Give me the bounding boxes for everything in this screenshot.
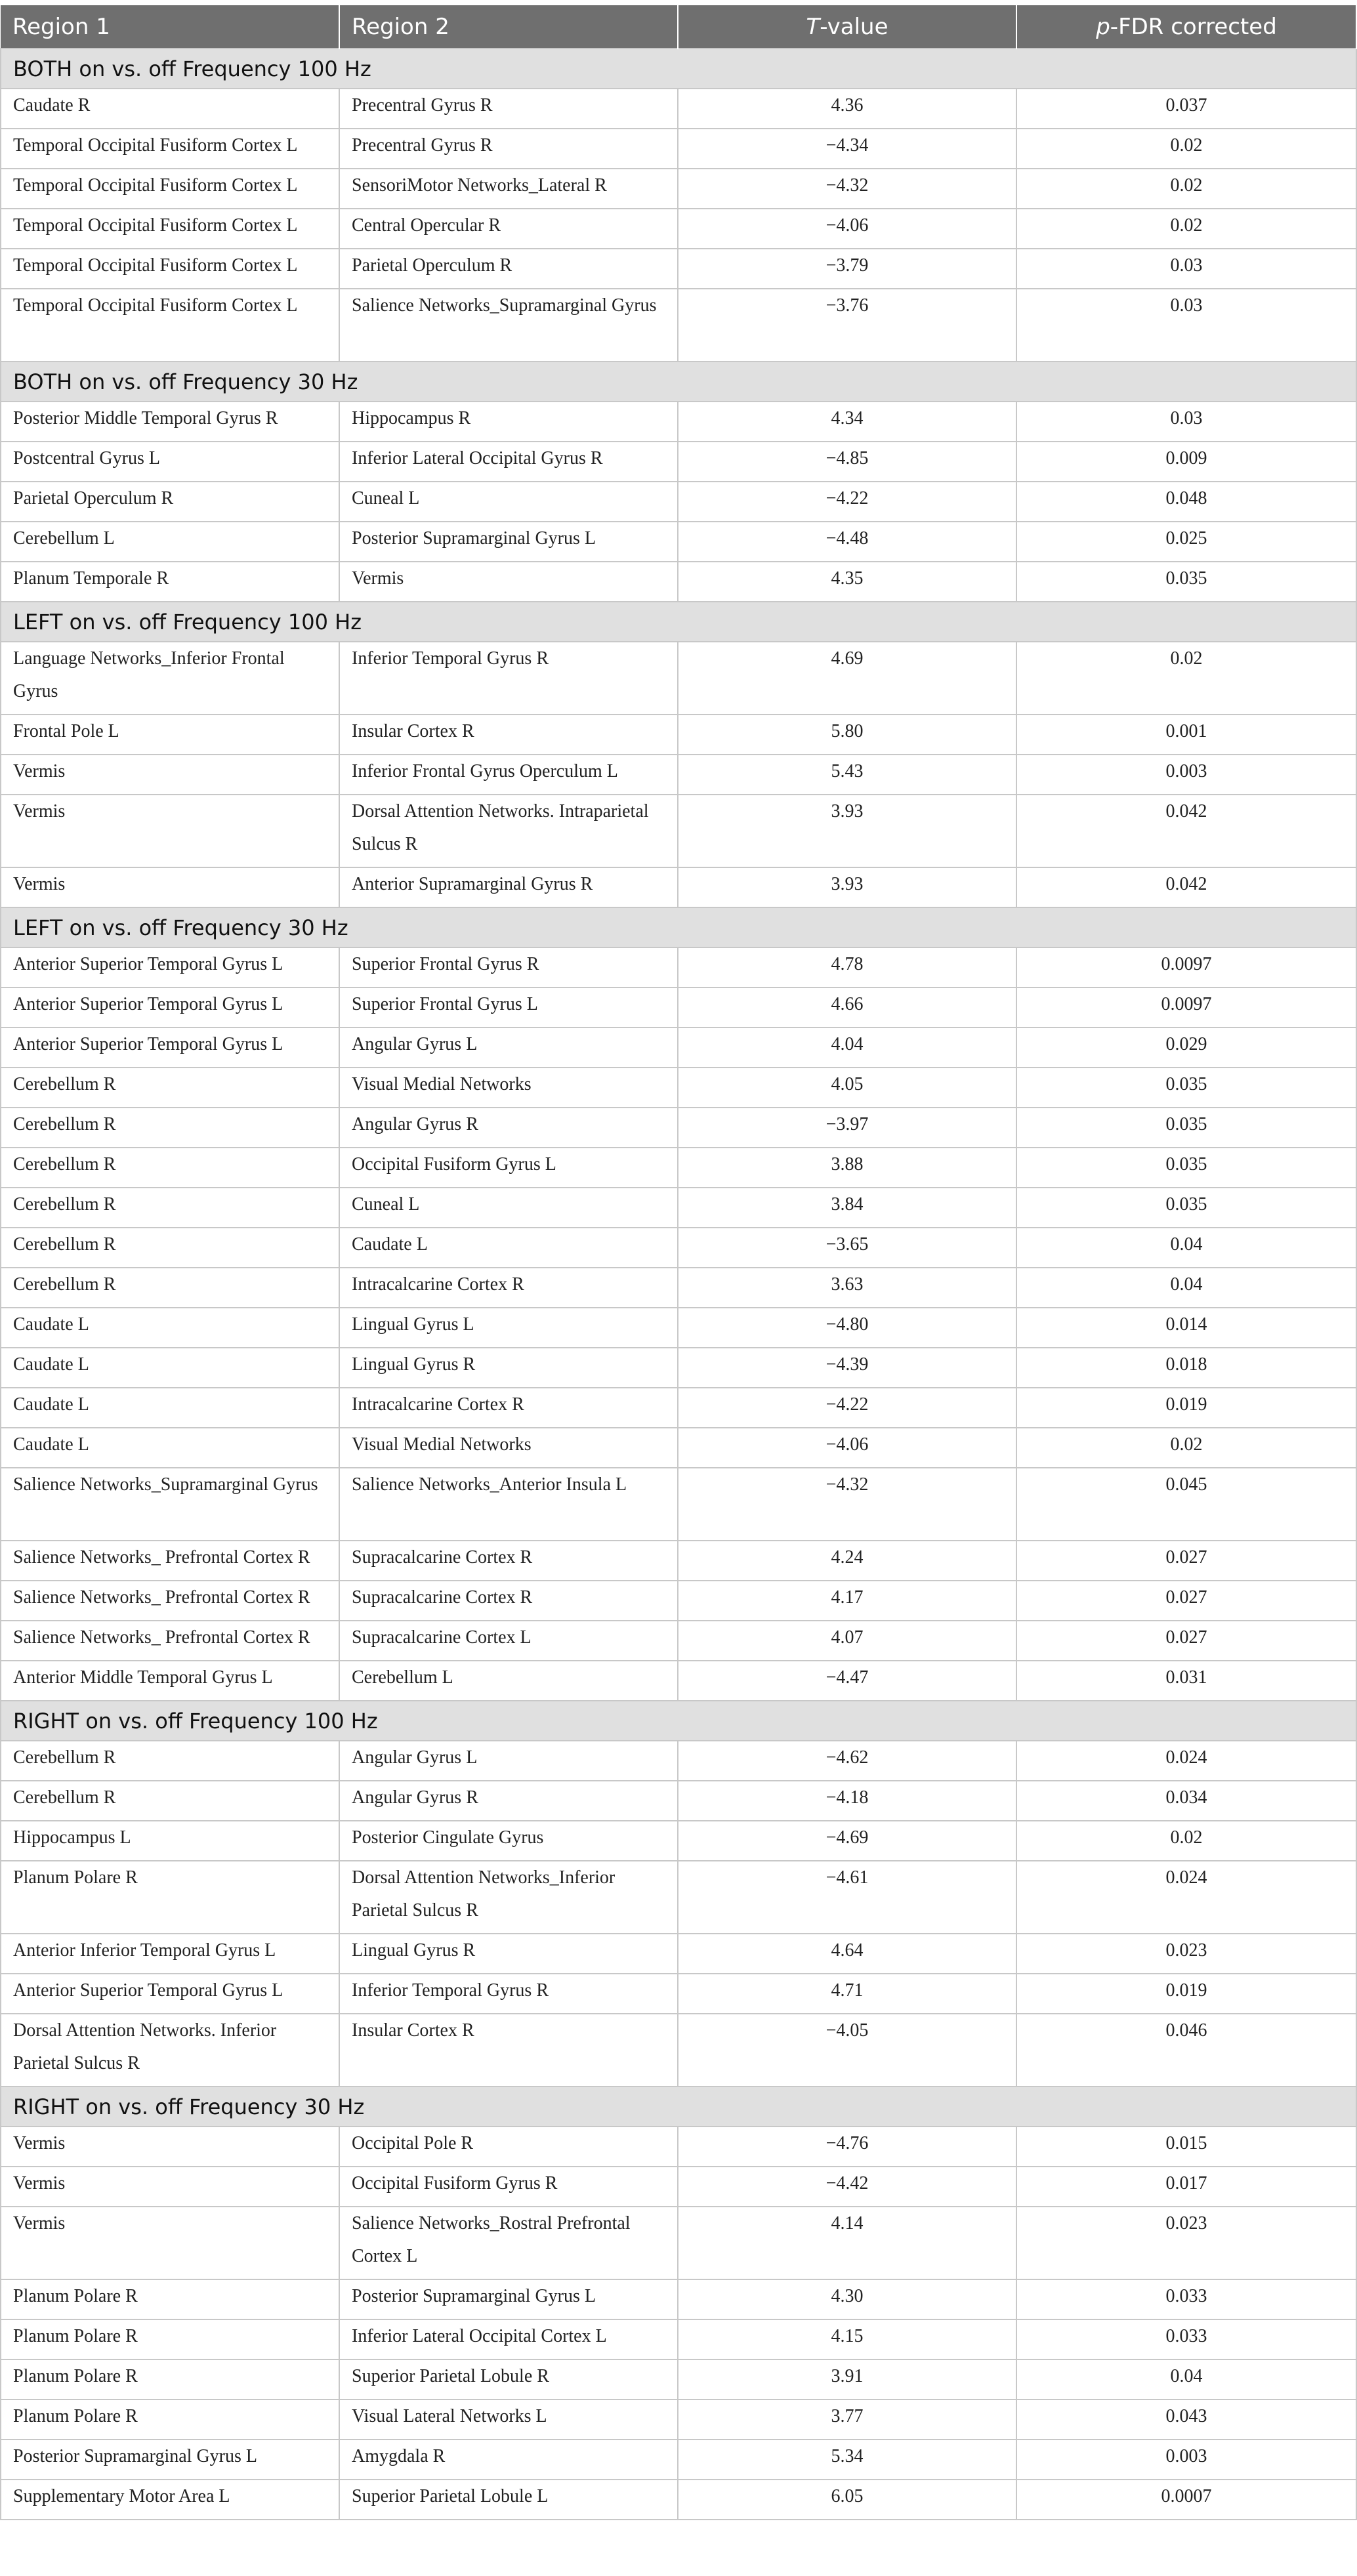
cell-p-fdr: 0.018 [1016,1348,1356,1388]
table-row [1,867,1356,907]
table-row [1,402,1356,442]
header-region-1: Region 1 [1,5,339,49]
section-row [1,907,1356,947]
cell-p-fdr: 0.033 [1016,2279,1356,2319]
cell-p-fdr: 0.046 [1016,2014,1356,2087]
cell-region-1: Cerebellum R [1,1068,339,1108]
cell-region-2: Superior Frontal Gyrus R [339,947,678,987]
cell-region-2: Superior Parietal Lobule R [339,2359,678,2399]
table-row [1,987,1356,1028]
cell-region-1: Temporal Occipital Fusiform Cortex L [1,129,339,169]
cell-region-1: Anterior Superior Temporal Gyrus L [1,1028,339,1068]
cell-t-value: 4.07 [678,1621,1016,1661]
cell-region-1: Cerebellum R [1,1741,339,1781]
cell-p-fdr: 0.035 [1016,1148,1356,1188]
cell-t-value: 5.43 [678,755,1016,795]
cell-t-value: −3.65 [678,1228,1016,1268]
cell-region-2: Cerebellum L [339,1661,678,1701]
cell-region-2: Visual Medial Networks [339,1068,678,1108]
cell-region-2: Inferior Frontal Gyrus Operculum L [339,755,678,795]
cell-region-1: Anterior Superior Temporal Gyrus L [1,947,339,987]
cell-p-fdr: 0.04 [1016,2359,1356,2399]
cell-region-1: Cerebellum R [1,1268,339,1308]
cell-t-value: 3.77 [678,2399,1016,2440]
cell-t-value: 3.91 [678,2359,1016,2399]
cell-region-2: Supracalcarine Cortex R [339,1581,678,1621]
table-row [1,1268,1356,1308]
cell-p-fdr: 0.017 [1016,2167,1356,2207]
cell-region-1: Cerebellum R [1,1108,339,1148]
cell-t-value: 4.71 [678,1974,1016,2014]
cell-t-value: −4.61 [678,1861,1016,1934]
cell-t-value: 4.35 [678,562,1016,602]
table-row [1,1974,1356,2014]
cell-region-1: Cerebellum R [1,1781,339,1821]
table-row [1,2480,1356,2520]
cell-region-2: Inferior Lateral Occipital Cortex L [339,2319,678,2359]
cell-region-1: Planum Polare R [1,2319,339,2359]
cell-p-fdr: 0.02 [1016,1821,1356,1861]
cell-region-2: Intracalcarine Cortex R [339,1388,678,1428]
cell-region-2: Superior Frontal Gyrus L [339,987,678,1028]
cell-t-value: 4.69 [678,642,1016,715]
cell-t-value: −4.05 [678,2014,1016,2087]
cell-region-1: Temporal Occipital Fusiform Cortex L [1,249,339,289]
cell-region-1: Caudate L [1,1308,339,1348]
cell-region-2: Inferior Temporal Gyrus R [339,642,678,715]
table-header [1,5,1356,49]
cell-t-value: 4.24 [678,1541,1016,1581]
table-row [1,1348,1356,1388]
cell-region-1: Planum Polare R [1,2399,339,2440]
cell-t-value: 3.93 [678,795,1016,867]
cell-t-value: −4.06 [678,209,1016,249]
cell-t-value: −4.47 [678,1661,1016,1701]
section-title: BOTH on vs. off Frequency 100 Hz [1,49,1356,89]
cell-p-fdr: 0.009 [1016,442,1356,482]
cell-p-fdr: 0.023 [1016,1934,1356,1974]
cell-region-1: Salience Networks_ Prefrontal Cortex R [1,1541,339,1581]
cell-t-value: −4.85 [678,442,1016,482]
cell-p-fdr: 0.003 [1016,755,1356,795]
cell-p-fdr: 0.024 [1016,1741,1356,1781]
cell-p-fdr: 0.0007 [1016,2480,1356,2520]
section-row [1,49,1356,89]
cell-t-value: −4.48 [678,522,1016,562]
cell-region-1: Posterior Supramarginal Gyrus L [1,2440,339,2480]
table-row [1,1661,1356,1701]
cell-region-1: Caudate L [1,1428,339,1468]
cell-p-fdr: 0.035 [1016,1188,1356,1228]
cell-p-fdr: 0.0097 [1016,947,1356,987]
cell-t-value: −4.76 [678,2127,1016,2167]
cell-t-value: 4.05 [678,1068,1016,1108]
cell-p-fdr: 0.019 [1016,1974,1356,2014]
cell-p-fdr: 0.02 [1016,642,1356,715]
cell-p-fdr: 0.003 [1016,2440,1356,2480]
cell-t-value: 4.04 [678,1028,1016,1068]
cell-region-1: Salience Networks_Supramarginal Gyrus [1,1468,339,1541]
cell-region-1: Hippocampus L [1,1821,339,1861]
cell-region-1: Vermis [1,2167,339,2207]
cell-region-2: Intracalcarine Cortex R [339,1268,678,1308]
cell-region-1: Vermis [1,2127,339,2167]
cell-region-1: Anterior Superior Temporal Gyrus L [1,987,339,1028]
cell-p-fdr: 0.015 [1016,2127,1356,2167]
cell-t-value: 4.30 [678,2279,1016,2319]
cell-region-1: Temporal Occipital Fusiform Cortex L [1,169,339,209]
table-row [1,642,1356,715]
table-row [1,1468,1356,1541]
cell-region-1: Planum Polare R [1,2279,339,2319]
cell-t-value: −4.42 [678,2167,1016,2207]
cell-region-2: Salience Networks_Supramarginal Gyrus [339,289,678,362]
cell-p-fdr: 0.037 [1016,89,1356,129]
cell-region-1: Planum Polare R [1,2359,339,2399]
cell-region-1: Postcentral Gyrus L [1,442,339,482]
cell-region-2: Caudate L [339,1228,678,1268]
cell-region-1: Caudate L [1,1348,339,1388]
cell-p-fdr: 0.035 [1016,562,1356,602]
table-row [1,249,1356,289]
cell-region-1: Cerebellum R [1,1228,339,1268]
header-p-fdr: p-FDR corrected [1016,5,1356,49]
cell-t-value: 4.14 [678,2207,1016,2279]
cell-region-2: Parietal Operculum R [339,249,678,289]
table-row [1,1028,1356,1068]
cell-t-value: 5.80 [678,715,1016,755]
section-row [1,1701,1356,1741]
cell-t-value: −4.80 [678,1308,1016,1348]
cell-t-value: −4.22 [678,1388,1016,1428]
cell-p-fdr: 0.027 [1016,1581,1356,1621]
cell-region-1: Supplementary Motor Area L [1,2480,339,2520]
cell-region-1: Caudate R [1,89,339,129]
cell-t-value: 4.34 [678,402,1016,442]
cell-p-fdr: 0.019 [1016,1388,1356,1428]
cell-region-2: Supracalcarine Cortex L [339,1621,678,1661]
cell-region-2: Insular Cortex R [339,2014,678,2087]
cell-t-value: −4.62 [678,1741,1016,1781]
cell-region-1: Frontal Pole L [1,715,339,755]
cell-region-1: Planum Polare R [1,1861,339,1934]
cell-region-1: Cerebellum R [1,1148,339,1188]
cell-p-fdr: 0.029 [1016,1028,1356,1068]
table-row [1,2359,1356,2399]
cell-region-1: Vermis [1,755,339,795]
table-row [1,2014,1356,2087]
table-row [1,1541,1356,1581]
table-row [1,562,1356,602]
cell-p-fdr: 0.027 [1016,1541,1356,1581]
cell-region-1: Salience Networks_ Prefrontal Cortex R [1,1621,339,1661]
cell-region-2: Lingual Gyrus L [339,1308,678,1348]
table-row [1,2319,1356,2359]
cell-p-fdr: 0.02 [1016,1428,1356,1468]
table-row [1,1934,1356,1974]
cell-region-2: Dorsal Attention Networks_Inferior Parietal Sulcus R [339,1861,678,1934]
cell-region-2: Lingual Gyrus R [339,1934,678,1974]
cell-region-1: Temporal Occipital Fusiform Cortex L [1,289,339,362]
cell-region-1: Cerebellum L [1,522,339,562]
cell-p-fdr: 0.027 [1016,1621,1356,1661]
cell-region-1: Vermis [1,2207,339,2279]
table-row [1,2279,1356,2319]
header-row [1,5,1356,49]
cell-p-fdr: 0.02 [1016,129,1356,169]
cell-region-2: Cuneal L [339,1188,678,1228]
table-row [1,1068,1356,1108]
table-row [1,1621,1356,1661]
table-row [1,482,1356,522]
cell-region-2: Angular Gyrus L [339,1028,678,1068]
cell-region-1: Anterior Superior Temporal Gyrus L [1,1974,339,2014]
cell-region-2: Anterior Supramarginal Gyrus R [339,867,678,907]
cell-p-fdr: 0.024 [1016,1861,1356,1934]
cell-p-fdr: 0.02 [1016,169,1356,209]
section-title: BOTH on vs. off Frequency 30 Hz [1,362,1356,402]
table-row [1,522,1356,562]
cell-p-fdr: 0.04 [1016,1268,1356,1308]
cell-region-2: Angular Gyrus L [339,1741,678,1781]
section-title: LEFT on vs. off Frequency 100 Hz [1,602,1356,642]
cell-t-value: 4.36 [678,89,1016,129]
table-row [1,755,1356,795]
cell-t-value: −3.76 [678,289,1016,362]
cell-t-value: 4.15 [678,2319,1016,2359]
cell-region-2: Vermis [339,562,678,602]
cell-region-2: Precentral Gyrus R [339,129,678,169]
table-row [1,2207,1356,2279]
cell-t-value: 3.93 [678,867,1016,907]
cell-region-2: Inferior Lateral Occipital Gyrus R [339,442,678,482]
table-row [1,2167,1356,2207]
table-row [1,169,1356,209]
table-row [1,795,1356,867]
table-row [1,1308,1356,1348]
cell-t-value: −3.79 [678,249,1016,289]
cell-p-fdr: 0.02 [1016,209,1356,249]
cell-region-2: Dorsal Attention Networks. Intraparietal Sulcus R [339,795,678,867]
header-region-2: Region 2 [339,5,678,49]
cell-t-value: 4.66 [678,987,1016,1028]
section-title: RIGHT on vs. off Frequency 100 Hz [1,1701,1356,1741]
cell-t-value: 3.63 [678,1268,1016,1308]
cell-p-fdr: 0.042 [1016,795,1356,867]
section-row [1,602,1356,642]
table-row [1,1861,1356,1934]
cell-t-value: 4.17 [678,1581,1016,1621]
cell-region-2: Insular Cortex R [339,715,678,755]
cell-region-1: Vermis [1,795,339,867]
cell-region-1: Planum Temporale R [1,562,339,602]
cell-region-2: Salience Networks_Anterior Insula L [339,1468,678,1541]
table-row [1,947,1356,987]
cell-region-2: Hippocampus R [339,402,678,442]
cell-t-value: −4.18 [678,1781,1016,1821]
cell-t-value: −4.69 [678,1821,1016,1861]
cell-t-value: −4.32 [678,1468,1016,1541]
cell-p-fdr: 0.014 [1016,1308,1356,1348]
cell-p-fdr: 0.001 [1016,715,1356,755]
cell-t-value: 3.84 [678,1188,1016,1228]
section-title: RIGHT on vs. off Frequency 30 Hz [1,2087,1356,2127]
cell-p-fdr: 0.042 [1016,867,1356,907]
cell-region-2: Visual Medial Networks [339,1428,678,1468]
table-row [1,1821,1356,1861]
table-row [1,1428,1356,1468]
cell-region-2: Angular Gyrus R [339,1781,678,1821]
cell-p-fdr: 0.03 [1016,402,1356,442]
table-row [1,2399,1356,2440]
cell-region-2: Precentral Gyrus R [339,89,678,129]
table-row [1,1228,1356,1268]
cell-region-2: Occipital Fusiform Gyrus L [339,1148,678,1188]
table-row [1,2127,1356,2167]
cell-t-value: 4.64 [678,1934,1016,1974]
cell-p-fdr: 0.034 [1016,1781,1356,1821]
cell-region-2: SensoriMotor Networks_Lateral R [339,169,678,209]
cell-region-2: Angular Gyrus R [339,1108,678,1148]
cell-p-fdr: 0.0097 [1016,987,1356,1028]
cell-t-value: 6.05 [678,2480,1016,2520]
section-row [1,362,1356,402]
cell-p-fdr: 0.03 [1016,289,1356,362]
cell-t-value: −4.22 [678,482,1016,522]
table-row [1,442,1356,482]
table-row [1,1741,1356,1781]
cell-region-2: Supracalcarine Cortex R [339,1541,678,1581]
cell-p-fdr: 0.035 [1016,1108,1356,1148]
section-title: LEFT on vs. off Frequency 30 Hz [1,907,1356,947]
table-row [1,289,1356,362]
cell-region-2: Occipital Fusiform Gyrus R [339,2167,678,2207]
cell-t-value: −4.32 [678,169,1016,209]
cell-t-value: −3.97 [678,1108,1016,1148]
cell-region-2: Occipital Pole R [339,2127,678,2167]
table-row [1,715,1356,755]
cell-p-fdr: 0.035 [1016,1068,1356,1108]
cell-region-2: Posterior Supramarginal Gyrus L [339,2279,678,2319]
cell-region-1: Temporal Occipital Fusiform Cortex L [1,209,339,249]
table-row [1,1188,1356,1228]
cell-region-1: Anterior Inferior Temporal Gyrus L [1,1934,339,1974]
header-p-italic: p [1096,13,1110,40]
cell-region-2: Lingual Gyrus R [339,1348,678,1388]
cell-region-2: Visual Lateral Networks L [339,2399,678,2440]
table-body [1,49,1356,2520]
cell-t-value: −4.06 [678,1428,1016,1468]
header-t-italic: T [806,13,820,40]
cell-t-value: 5.34 [678,2440,1016,2480]
table-row [1,89,1356,129]
cell-region-1: Language Networks_Inferior Frontal Gyrus [1,642,339,715]
table-row [1,209,1356,249]
cell-region-2: Salience Networks_Rostral Prefrontal Cortex L [339,2207,678,2279]
cell-region-2: Posterior Supramarginal Gyrus L [339,522,678,562]
cell-p-fdr: 0.048 [1016,482,1356,522]
table-row [1,1148,1356,1188]
table-row [1,129,1356,169]
table-row [1,2440,1356,2480]
cell-region-2: Cuneal L [339,482,678,522]
cell-region-2: Central Opercular R [339,209,678,249]
cell-p-fdr: 0.023 [1016,2207,1356,2279]
cell-region-1: Cerebellum R [1,1188,339,1228]
table-row [1,1581,1356,1621]
cell-p-fdr: 0.031 [1016,1661,1356,1701]
table-row [1,1388,1356,1428]
cell-region-1: Posterior Middle Temporal Gyrus R [1,402,339,442]
cell-region-1: Caudate L [1,1388,339,1428]
cell-region-1: Anterior Middle Temporal Gyrus L [1,1661,339,1701]
table-row [1,1781,1356,1821]
cell-region-1: Salience Networks_ Prefrontal Cortex R [1,1581,339,1621]
cell-region-1: Vermis [1,867,339,907]
header-t-value: T-value [678,5,1016,49]
cell-p-fdr: 0.04 [1016,1228,1356,1268]
cell-p-fdr: 0.033 [1016,2319,1356,2359]
section-row [1,2087,1356,2127]
cell-p-fdr: 0.025 [1016,522,1356,562]
cell-region-2: Inferior Temporal Gyrus R [339,1974,678,2014]
cell-region-1: Parietal Operculum R [1,482,339,522]
cell-p-fdr: 0.03 [1016,249,1356,289]
table-row [1,1108,1356,1148]
cell-region-2: Amygdala R [339,2440,678,2480]
cell-region-1: Dorsal Attention Networks. Inferior Parietal Sulcus R [1,2014,339,2087]
cell-p-fdr: 0.043 [1016,2399,1356,2440]
cell-region-2: Posterior Cingulate Gyrus [339,1821,678,1861]
cell-t-value: −4.34 [678,129,1016,169]
cell-t-value: 3.88 [678,1148,1016,1188]
cell-region-2: Superior Parietal Lobule L [339,2480,678,2520]
results-table [0,5,1357,2520]
cell-p-fdr: 0.045 [1016,1468,1356,1541]
cell-t-value: −4.39 [678,1348,1016,1388]
cell-t-value: 4.78 [678,947,1016,987]
